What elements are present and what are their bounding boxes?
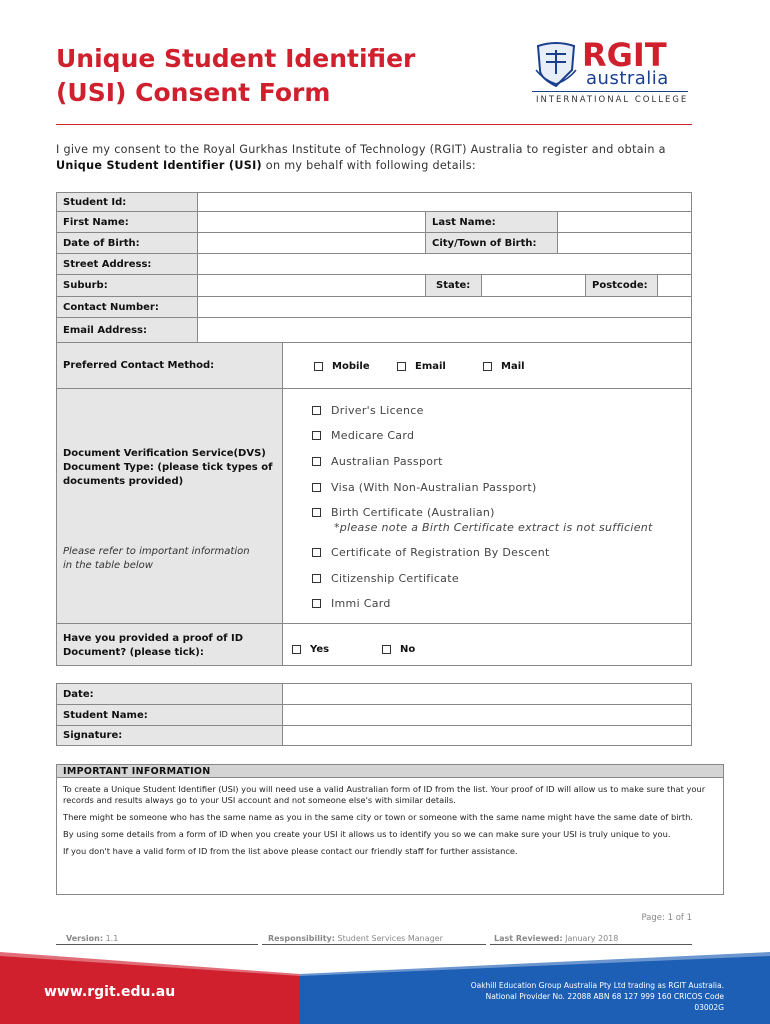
info-paragraph-4: If you don't have a valid form of ID from the list above please contact our friendly staff for further assistance. <box>63 846 518 856</box>
checkbox-yes[interactable] <box>292 645 301 654</box>
option-mail-label: Mail <box>501 361 525 372</box>
contact-option-mobile[interactable] <box>314 361 370 372</box>
checkbox-citizenship-certificate[interactable] <box>312 574 321 583</box>
birth-certificate-note: *please note a Birth Certificate extract is not sufficient <box>334 521 653 534</box>
date-input[interactable] <box>282 683 692 705</box>
doc-certificate-registration-label: Certificate of Registration By Descent <box>331 546 550 559</box>
responsibility-value: Student Services Manager <box>337 934 443 943</box>
proof-no-label: No <box>400 644 416 655</box>
checkbox-birth-certificate[interactable] <box>312 508 321 517</box>
contact-number-label: Contact Number: <box>56 296 198 318</box>
important-info-heading: IMPORTANT INFORMATION <box>56 764 724 778</box>
footer-line-1 <box>56 944 258 945</box>
footer-banner <box>0 952 770 1024</box>
logo-australia: australia <box>586 68 669 89</box>
company-line-2: National Provider No. 22088 ABN 68 127 999 160 CRICOS Code 03002G <box>485 992 724 1012</box>
last-name-input[interactable] <box>557 211 692 233</box>
last-reviewed-label: Last Reviewed: <box>494 934 563 943</box>
dob-input[interactable] <box>197 232 426 254</box>
doc-birth-certificate[interactable] <box>312 506 495 519</box>
city-input[interactable] <box>557 232 692 254</box>
street-input[interactable] <box>197 253 692 275</box>
student-name-label: Student Name: <box>56 704 283 726</box>
contact-number-input[interactable] <box>197 296 692 318</box>
proof-label-line-2: Document? (please tick): <box>63 647 204 658</box>
dvs-label-line-2: Document Type: (please tick types of <box>63 462 273 473</box>
option-email-label: Email <box>415 361 446 372</box>
email-label: Email Address: <box>56 317 198 343</box>
doc-immi-card-label: Immi Card <box>331 597 391 610</box>
important-info-box <box>56 778 724 895</box>
contact-option-mail[interactable] <box>483 361 525 372</box>
dvs-label-line-1: Document Verification Service(DVS) <box>63 448 266 459</box>
info-paragraph-3: By using some details from a form of ID when you create your USI it allows us to identify you so we can make sure your USI is truly unique to you. <box>63 829 671 839</box>
last-name-label: Last Name: <box>425 211 558 233</box>
page-number: Page: 1 of 1 <box>641 913 692 923</box>
version-value: 1.1 <box>105 934 119 943</box>
checkbox-australian-passport[interactable] <box>312 457 321 466</box>
dvs-refer-line-2: in the table below <box>63 560 153 571</box>
crest-icon <box>534 40 578 88</box>
checkbox-mail[interactable] <box>483 362 492 371</box>
doc-certificate-registration[interactable] <box>312 546 550 559</box>
doc-birth-certificate-label: Birth Certificate (Australian) <box>331 506 495 519</box>
page-title <box>56 42 415 110</box>
first-name-label: First Name: <box>56 211 198 233</box>
intro-usi-bold: Unique Student Identifier (USI) <box>56 159 262 172</box>
state-input[interactable] <box>481 274 586 297</box>
title-line-2: (USI) Consent Form <box>56 78 331 107</box>
proof-option-yes[interactable] <box>292 644 329 655</box>
doc-visa-label: Visa (With Non-Australian Passport) <box>331 481 537 494</box>
company-line-1: Oakhill Education Group Australia Pty Ltd trading as RGIT Australia. <box>470 981 724 990</box>
intro-line-2: on my behalf with following details: <box>261 159 476 172</box>
doc-australian-passport[interactable] <box>312 455 443 468</box>
doc-drivers-licence-label: Driver's Licence <box>331 404 424 417</box>
checkbox-mobile[interactable] <box>314 362 323 371</box>
dvs-label-cell <box>56 388 283 624</box>
proof-options-cell <box>282 623 692 666</box>
doc-australian-passport-label: Australian Passport <box>331 455 443 468</box>
signature-input[interactable] <box>282 725 692 746</box>
consent-intro <box>56 142 706 174</box>
doc-citizenship-certificate[interactable] <box>312 572 459 585</box>
logo-wordmark: RGIT <box>582 36 667 74</box>
info-paragraph-2: There might be someone who has the same name as you in the same city or town or someone with the same name might have the same date of birth. <box>63 812 694 822</box>
student-id-input[interactable] <box>197 192 692 212</box>
checkbox-drivers-licence[interactable] <box>312 406 321 415</box>
state-label: State: <box>425 274 482 297</box>
checkbox-visa[interactable] <box>312 483 321 492</box>
city-label: City/Town of Birth: <box>425 232 558 254</box>
checkbox-email[interactable] <box>397 362 406 371</box>
header-divider <box>56 124 692 125</box>
dvs-label-line-3: documents provided) <box>63 476 184 487</box>
checkbox-certificate-registration[interactable] <box>312 548 321 557</box>
doc-medicare-card-label: Medicare Card <box>331 429 415 442</box>
street-label: Street Address: <box>56 253 198 275</box>
signature-label: Signature: <box>56 725 283 746</box>
proof-label-cell <box>56 623 283 666</box>
footer-line-3 <box>490 944 692 945</box>
title-line-1: Unique Student Identifier <box>56 44 416 73</box>
responsibility-label: Responsibility: <box>268 934 335 943</box>
doc-drivers-licence[interactable] <box>312 404 424 417</box>
student-name-input[interactable] <box>282 704 692 726</box>
postcode-label: Postcode: <box>585 274 658 297</box>
email-input[interactable] <box>197 317 692 343</box>
doc-visa[interactable] <box>312 481 537 494</box>
website-link[interactable]: www.rgit.edu.au <box>44 984 176 1000</box>
date-label: Date: <box>56 683 283 705</box>
logo-divider <box>532 91 688 92</box>
dvs-refer-line-1: Please refer to important information <box>63 546 250 557</box>
postcode-input[interactable] <box>657 274 692 297</box>
suburb-input[interactable] <box>197 274 426 297</box>
student-id-label: Student Id: <box>56 192 198 212</box>
rgit-logo <box>532 36 692 110</box>
info-paragraph-1: To create a Unique Student Identifier (USI) you will need use a valid Australian form of ID from the list. Your proof of ID will allow us to make sure that your records and results always go to your USI account and not someone else's with similar details. <box>63 784 706 805</box>
last-reviewed-value: January 2018 <box>565 934 619 943</box>
doc-immi-card[interactable] <box>312 597 391 610</box>
checkbox-no[interactable] <box>382 645 391 654</box>
suburb-label: Suburb: <box>56 274 198 297</box>
proof-option-no[interactable] <box>382 644 415 655</box>
dob-label: Date of Birth: <box>56 232 198 254</box>
checkbox-immi-card[interactable] <box>312 599 321 608</box>
doc-citizenship-certificate-label: Citizenship Certificate <box>331 572 459 585</box>
proof-label-line-1: Have you provided a proof of ID <box>63 633 243 644</box>
proof-yes-label: Yes <box>310 644 330 655</box>
contact-option-email[interactable] <box>397 361 446 372</box>
first-name-input[interactable] <box>197 211 426 233</box>
checkbox-medicare-card[interactable] <box>312 431 321 440</box>
intro-line-1: I give my consent to the Royal Gurkhas Institute of Technology (RGIT) Australia to register and obtain a <box>56 143 666 156</box>
doc-medicare-card[interactable] <box>312 429 414 442</box>
version-label: Version: <box>66 934 104 943</box>
logo-college-text: INTERNATIONAL COLLEGE <box>536 95 689 105</box>
footer-line-2 <box>262 944 486 945</box>
option-mobile-label: Mobile <box>332 361 370 372</box>
contact-method-label: Preferred Contact Method: <box>56 342 283 389</box>
